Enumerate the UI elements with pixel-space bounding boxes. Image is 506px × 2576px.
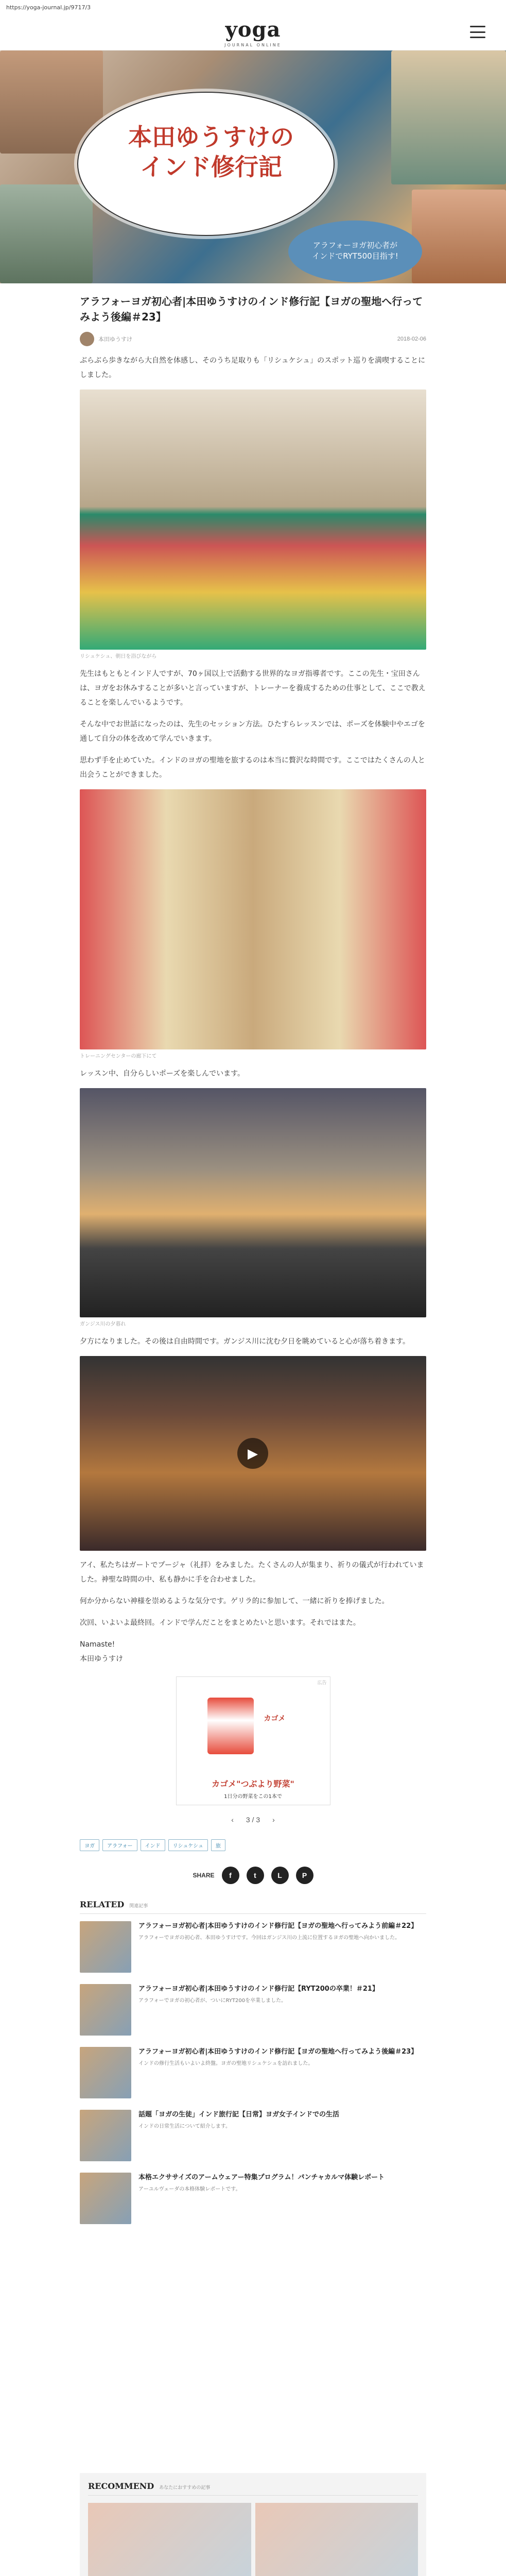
related-item-desc: アーユルヴェーダの本格体験レポートです。 bbox=[138, 2186, 241, 2192]
tag-list bbox=[80, 1839, 426, 1851]
recommend-thumbnail bbox=[88, 2503, 251, 2576]
related-section bbox=[80, 1900, 426, 2224]
related-item[interactable] bbox=[80, 2173, 426, 2224]
tag[interactable]: リシュケシュ bbox=[168, 1839, 208, 1851]
hero-title: 本田ゆうすけの インド修行記 bbox=[128, 123, 294, 181]
photo-river-sunset bbox=[80, 1088, 426, 1317]
recommend-title: RECOMMEND あなたにおすすめの記事 bbox=[88, 2481, 418, 2496]
article-date: 2018-02-06 bbox=[397, 336, 426, 342]
body-paragraph: そんな中でお世話になったのは、先生のセッション方法。ひたすらレッスンでは、ポーズを体験中やエゴを通して自分の体を改めて学んでいきます。 bbox=[80, 720, 425, 743]
share-bar bbox=[80, 1867, 426, 1884]
hero-banner bbox=[0, 50, 506, 283]
recommend-section bbox=[80, 2473, 426, 2576]
pagination bbox=[80, 1816, 426, 1824]
related-item-title: 本格エクササイズのアームウェアー特集プログラム！パンチャカルマ体験レポート bbox=[138, 2174, 385, 2181]
site-header bbox=[0, 14, 506, 50]
related-item-title: アラフォーヨガ初心者|本田ゆうすけのインド修行記【ヨガの聖地へ行ってみよう後編＃23】 bbox=[138, 2048, 418, 2056]
author-name: 本田ゆうすけ bbox=[98, 336, 132, 343]
related-thumbnail bbox=[80, 1984, 131, 2036]
pinterest-share-icon[interactable]: P bbox=[296, 1867, 313, 1884]
related-item[interactable] bbox=[80, 1921, 426, 1973]
ad-brand: カゴメ bbox=[264, 1715, 286, 1723]
related-thumbnail bbox=[80, 2173, 131, 2224]
hero-bubble: アラフォーヨガ初心者が インドでRYT500目指す! bbox=[288, 221, 422, 282]
line-share-icon[interactable]: L bbox=[271, 1867, 289, 1884]
site-logo[interactable] bbox=[224, 18, 282, 47]
logo-subtext: JOURNAL ONLINE bbox=[224, 42, 282, 47]
url-bar: https://yoga-journal.jp/9717/3 bbox=[6, 4, 91, 11]
body-paragraph: 先生はもともとインド人ですが、70ヶ国以上で活動する世界的なヨガ指導者です。ここの先生・宝田さんは、ヨガをお休みすることが多いと言っていますが、トレーナーを養成するための仕事として、ここで教えることを楽しんでいるようです。 bbox=[80, 670, 426, 707]
related-item-title: アラフォーヨガ初心者|本田ゆうすけのインド修行記【RYT200の卒業！＃21】 bbox=[138, 1985, 379, 1993]
recommend-grid bbox=[88, 2503, 418, 2576]
related-item-desc: インドの修行生活もいよいよ終盤。ヨガの聖地リシュケシュを訪れました。 bbox=[138, 2060, 313, 2066]
recommend-card[interactable] bbox=[88, 2503, 251, 2576]
recommend-card[interactable] bbox=[255, 2503, 418, 2576]
related-item-title: アラフォーヨガ初心者|本田ゆうすけのインド修行記【ヨガの聖地へ行ってみよう前編＃22】 bbox=[138, 1922, 418, 1930]
related-item[interactable] bbox=[80, 2110, 426, 2161]
share-label: SHARE bbox=[193, 1872, 215, 1879]
logo-text: yoga bbox=[225, 17, 281, 42]
photo-caption: ガンジス川の夕暮れ bbox=[80, 1321, 126, 1327]
photo-group bbox=[80, 789, 426, 1049]
article-meta bbox=[80, 332, 426, 346]
article-title: アラフォーヨガ初心者|本田ゆうすけのインド修行記【ヨガの聖地へ行ってみよう後編＃23】 bbox=[80, 295, 423, 323]
recommend-thumbnail bbox=[255, 2503, 418, 2576]
related-thumbnail bbox=[80, 1921, 131, 1973]
tag[interactable]: アラフォー bbox=[102, 1839, 137, 1851]
related-item[interactable] bbox=[80, 1984, 426, 2036]
author[interactable] bbox=[80, 332, 132, 346]
body-paragraph: 思わず手を止めていた。インドのヨガの聖地を旅するのは本当に贅沢な時間です。ここではたくさんの人と出会うことができました。 bbox=[80, 756, 425, 779]
related-item-desc: アラフォーでヨガの初心者、本田ゆうすけです。今回はガンジス川の上流に位置するヨガの聖地へ向かいました。 bbox=[138, 1935, 400, 1941]
ad-banner[interactable] bbox=[176, 1676, 330, 1805]
photo-caption: リシュケシュ、朝日を浴びながら bbox=[80, 654, 157, 659]
tag[interactable]: ヨガ bbox=[80, 1839, 99, 1851]
avatar bbox=[80, 332, 94, 346]
next-page-button[interactable]: › bbox=[272, 1816, 275, 1824]
play-icon[interactable]: ▶ bbox=[237, 1438, 268, 1469]
related-title: RELATED 関連記事 bbox=[80, 1900, 426, 1914]
page-indicator: 3 / 3 bbox=[246, 1816, 260, 1824]
prev-page-button[interactable]: ‹ bbox=[231, 1816, 234, 1824]
photo-caption: トレーニングセンターの廊下にて bbox=[80, 1054, 157, 1059]
body-paragraph: レッスン中、自分らしいポーズを楽しんでいます。 bbox=[80, 1070, 245, 1078]
body-paragraph: 夕方になりました。その後は自由時間です。ガンジス川に沈む夕日を眺めていると心が落ち着きます。 bbox=[80, 1337, 410, 1346]
intro-text: ぶらぶら歩きながら大自然を体感し、そのうち足取りも「リシュケシュ」のスポット巡りを満喫することにしました。 bbox=[80, 357, 426, 379]
video-ganga-aarti[interactable] bbox=[80, 1356, 426, 1551]
twitter-share-icon[interactable]: t bbox=[247, 1867, 264, 1884]
related-item-desc: アラフォーでヨガの初心者が、ついにRYT200を卒業しました。 bbox=[138, 1997, 287, 2004]
facebook-share-icon[interactable]: f bbox=[222, 1867, 239, 1884]
ad-subtitle: 1日分の野菜をこの1本で bbox=[224, 1794, 282, 1800]
related-thumbnail bbox=[80, 2110, 131, 2161]
body-paragraph: アイ、私たちはガートでプージャ（礼拝）をみました。たくさんの人が集まり、祈りの儀式が行われていました。神聖な時間の中、私も静かに手を合わせました。 bbox=[80, 1561, 424, 1584]
body-paragraph: 次回、いよいよ最終回。インドで学んだことをまとめたいと思います。それではまた。 bbox=[80, 1619, 360, 1627]
related-item-desc: インドの日常生活について紹介します。 bbox=[138, 2123, 231, 2129]
photo-training-room bbox=[80, 389, 426, 650]
related-item-title: 話題「ヨガの生徒」インド旅行記【日常】ヨガ女子インドでの生活 bbox=[138, 2111, 340, 2119]
ad-product-image bbox=[207, 1698, 254, 1754]
body-paragraph: 何か分からない神様を崇めるような気分です。ゲリラ的に参加して、一緒に祈りを捧げました。 bbox=[80, 1597, 389, 1605]
ad-title: カゴメ"つぶより野菜" bbox=[212, 1779, 294, 1789]
article bbox=[80, 283, 426, 2235]
ad-label: 広告 bbox=[317, 1680, 327, 1685]
hamburger-icon[interactable] bbox=[470, 26, 485, 38]
signoff: Namaste! 本田ゆうすけ bbox=[80, 1640, 123, 1663]
related-item[interactable] bbox=[80, 2047, 426, 2098]
tag[interactable]: 旅 bbox=[211, 1839, 225, 1851]
related-thumbnail bbox=[80, 2047, 131, 2098]
tag[interactable]: インド bbox=[141, 1839, 165, 1851]
